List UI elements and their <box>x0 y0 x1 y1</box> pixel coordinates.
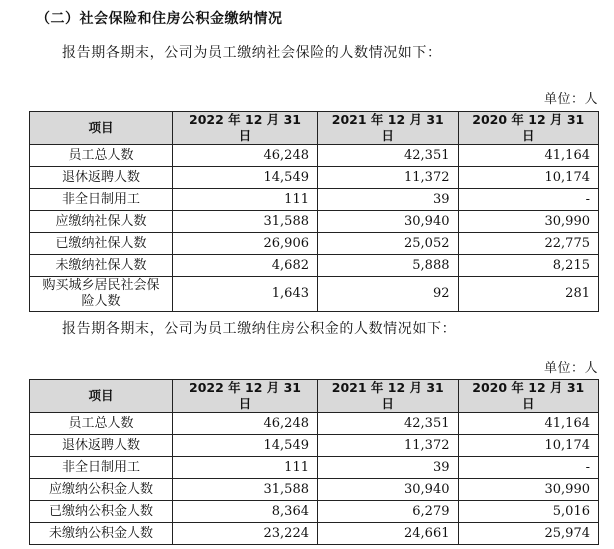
cell-2020: 5,016 <box>458 501 599 523</box>
cell-2020: 10,174 <box>458 435 599 457</box>
cell-2021: 39 <box>318 457 459 479</box>
cell-2021: 11,372 <box>318 435 459 457</box>
cell-2022: 1,643 <box>173 277 318 312</box>
cell-2020: 10,174 <box>458 167 599 189</box>
housing-fund-unit: 单位：人 <box>543 361 598 376</box>
housing-fund-intro: 报告期各期末，公司为员工缴纳住房公积金的人数情况如下： <box>62 321 457 337</box>
table-row <box>30 413 599 435</box>
cell-2022: 46,248 <box>173 413 318 435</box>
cell-2021: 42,351 <box>318 145 459 167</box>
social-insurance-unit: 单位：人 <box>543 92 598 107</box>
cell-2021: 24,661 <box>318 523 459 545</box>
table-row <box>30 479 599 501</box>
column-header: 2020 年 12 月 31 日 <box>458 380 599 413</box>
table-row <box>30 189 599 211</box>
cell-2022: 14,549 <box>173 167 318 189</box>
cell-2021: 5,888 <box>318 255 459 277</box>
cell-2020: 8,215 <box>458 255 599 277</box>
social-insurance-intro: 报告期各期末，公司为员工缴纳社会保险的人数情况如下： <box>62 45 442 61</box>
cell-2020: 281 <box>458 277 599 312</box>
cell-2021: 92 <box>318 277 459 312</box>
cell-2020: 25,974 <box>458 523 599 545</box>
column-header: 项目 <box>30 380 173 413</box>
table-row <box>30 457 599 479</box>
row-label: 非全日制用工 <box>30 189 173 211</box>
row-label: 已缴纳公积金人数 <box>30 501 173 523</box>
section-heading: （二）社会保险和住房公积金缴纳情况 <box>36 11 283 27</box>
cell-2020: - <box>458 457 599 479</box>
table-header-row <box>30 380 599 413</box>
row-label: 未缴纳社保人数 <box>30 255 173 277</box>
social-insurance-table <box>29 111 599 312</box>
cell-2021: 39 <box>318 189 459 211</box>
row-label: 员工总人数 <box>30 413 173 435</box>
column-header: 2021 年 12 月 31 日 <box>318 380 459 413</box>
column-header: 2022 年 12 月 31 日 <box>173 380 318 413</box>
cell-2020: 30,990 <box>458 211 599 233</box>
cell-2021: 6,279 <box>318 501 459 523</box>
row-label: 员工总人数 <box>30 145 173 167</box>
table-row <box>30 145 599 167</box>
cell-2020: 30,990 <box>458 479 599 501</box>
table-row <box>30 501 599 523</box>
cell-2022: 111 <box>173 457 318 479</box>
table-row <box>30 277 599 312</box>
cell-2021: 30,940 <box>318 479 459 501</box>
table-row <box>30 523 599 545</box>
table-header-row <box>30 112 599 145</box>
cell-2022: 46,248 <box>173 145 318 167</box>
cell-2022: 23,224 <box>173 523 318 545</box>
row-label: 未缴纳公积金人数 <box>30 523 173 545</box>
table-row <box>30 255 599 277</box>
row-label: 应缴纳公积金人数 <box>30 479 173 501</box>
cell-2022: 31,588 <box>173 211 318 233</box>
cell-2021: 42,351 <box>318 413 459 435</box>
cell-2020: - <box>458 189 599 211</box>
table-row <box>30 167 599 189</box>
cell-2022: 14,549 <box>173 435 318 457</box>
cell-2022: 4,682 <box>173 255 318 277</box>
cell-2021: 30,940 <box>318 211 459 233</box>
column-header: 2020 年 12 月 31 日 <box>458 112 599 145</box>
table-row <box>30 435 599 457</box>
row-label: 退休返聘人数 <box>30 435 173 457</box>
cell-2020: 41,164 <box>458 413 599 435</box>
row-label: 已缴纳社保人数 <box>30 233 173 255</box>
column-header: 项目 <box>30 112 173 145</box>
column-header: 2021 年 12 月 31 日 <box>318 112 459 145</box>
row-label: 退休返聘人数 <box>30 167 173 189</box>
cell-2022: 8,364 <box>173 501 318 523</box>
cell-2021: 11,372 <box>318 167 459 189</box>
cell-2022: 31,588 <box>173 479 318 501</box>
table-row <box>30 233 599 255</box>
table-row <box>30 211 599 233</box>
row-label: 非全日制用工 <box>30 457 173 479</box>
cell-2020: 41,164 <box>458 145 599 167</box>
column-header: 2022 年 12 月 31 日 <box>173 112 318 145</box>
cell-2022: 111 <box>173 189 318 211</box>
housing-fund-table <box>29 379 599 545</box>
row-label: 应缴纳社保人数 <box>30 211 173 233</box>
cell-2020: 22,775 <box>458 233 599 255</box>
row-label: 购买城乡居民社会保险人数 <box>30 277 173 312</box>
cell-2022: 26,906 <box>173 233 318 255</box>
cell-2021: 25,052 <box>318 233 459 255</box>
